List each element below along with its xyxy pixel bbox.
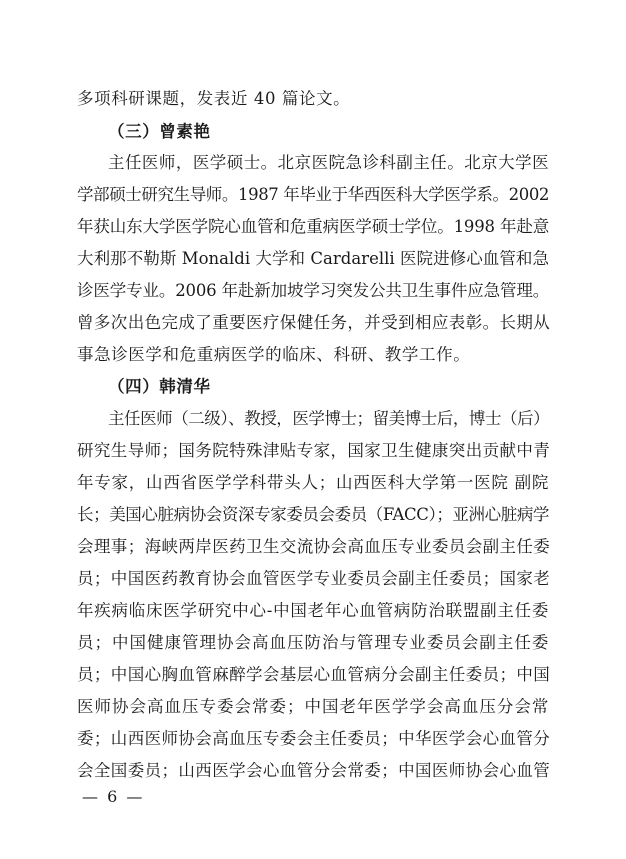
section4-line-7: 年疾病临床医学研究中心-中国老年心血管病防治联盟副主任委 [77,601,549,620]
section4-line-12: 会全国委员；山西医学会心血管分会常委；中国医师协会心血管 [77,761,551,780]
section3-line-5: 诊医学专业。2006 年赴新加坡学习突发公共卫生事件应急管理。 [77,281,549,300]
section4-line-6: 员；中国医药教育协会血管医学专业委员会副主任委员；国家老 [77,569,551,588]
section4-line-1: 主任医师（二级）、教授，医学博士；留美博士后，博士（后） [108,409,549,428]
section4-line-5: 会理事；海峡两岸医药卫生交流协会高血压专业委员会副主任委 [77,537,551,556]
intro-line: 多项科研课题，发表近 40 篇论文。 [77,89,351,108]
section3-line-6: 曾多次出色完成了重要医疗保健任务，并受到相应表彰。长期从 [77,313,551,332]
section4-line-9: 员；中国心胸血管麻醉学会基层心血管病分会副主任委员；中国 [77,665,551,684]
section4-line-10: 医师协会高血压专委会常委；中国老年医学学会高血压分会常 [77,697,549,716]
section4-line-3: 年专家，山西省医学学科带头人；山西医科大学第一医院 副院 [77,473,549,492]
section3-line-1: 主任医师，医学硕士。北京医院急诊科副主任。北京大学医 [108,153,549,172]
section3-line-4: 大利那不勒斯 Monaldi 大学和 Cardarelli 医院进修心血管和急 [77,249,549,268]
section4-heading: （四）韩清华 [108,377,211,396]
section4-line-2: 研究生导师；国务院特殊津贴专家，国家卫生健康突出贡献中青 [77,441,551,460]
page-number: — 6 — [82,787,145,806]
section3-heading: （三）曾素艳 [108,122,211,141]
section3-line-7: 事急诊医学和危重病医学的临床、科研、教学工作。 [77,345,471,364]
section4-line-4: 长；美国心脏病协会资深专家委员会委员（FACC）；亚洲心脏病学 [77,505,550,524]
section4-line-11: 委；山西医师协会高血压专委会主任委员；中华医学会心血管分 [77,729,551,748]
section4-line-8: 员；中国健康管理协会高血压防治与管理专业委员会副主任委 [77,633,549,652]
section3-line-3: 年获山东大学医学院心血管和危重病医学硕士学位。1998 年赴意 [77,217,549,236]
section3-line-2: 学部硕士研究生导师。1987 年毕业于华西医科大学医学系。2002 [77,185,550,204]
